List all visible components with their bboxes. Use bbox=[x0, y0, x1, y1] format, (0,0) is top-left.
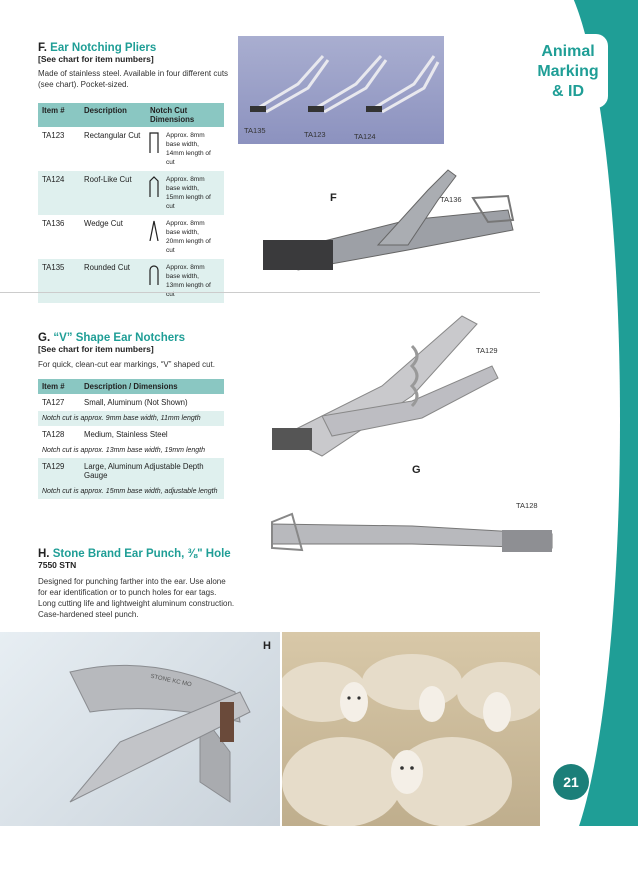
table-row bbox=[38, 426, 224, 443]
section-h-item: 7550 STN bbox=[38, 560, 77, 570]
table-row bbox=[38, 394, 224, 411]
item-note: Notch cut is approx. 13mm base width, 19mm length bbox=[42, 447, 206, 454]
col-description: Description / Dimensions bbox=[80, 379, 224, 394]
ta128-notcher-image bbox=[262, 504, 562, 566]
section-f-description bbox=[38, 68, 238, 90]
section-f-desc-line-1: Made of stainless steel. Available in four different cuts bbox=[38, 69, 229, 78]
item-description: Wedge Cut bbox=[84, 219, 123, 228]
table-note-row bbox=[38, 411, 224, 426]
item-number: TA136 bbox=[42, 219, 65, 228]
item-number: TA127 bbox=[42, 398, 65, 407]
section-f-table bbox=[38, 103, 224, 303]
section-h-description bbox=[38, 576, 268, 620]
table-header-row bbox=[38, 103, 224, 127]
punch-engraving: STONE KC MO bbox=[149, 673, 193, 689]
item-number: TA123 bbox=[42, 131, 65, 140]
item-number: TA128 bbox=[42, 430, 65, 439]
rectangular-cut-icon bbox=[148, 131, 160, 153]
section-f-heading bbox=[38, 42, 238, 90]
section-g-letter: G. bbox=[38, 332, 51, 344]
photo-tag: TA124 bbox=[354, 132, 376, 141]
table-row bbox=[38, 259, 224, 303]
notch-dimensions bbox=[146, 215, 224, 259]
table-row bbox=[38, 458, 224, 484]
section-h-heading bbox=[38, 548, 268, 620]
photo-tag: TA135 bbox=[244, 126, 266, 135]
dim-line-1: Approx. 8mm base width, bbox=[166, 220, 205, 236]
section-f-subtitle: [See chart for item numbers] bbox=[38, 54, 154, 64]
table-note-row bbox=[38, 484, 224, 499]
table-note-row bbox=[38, 443, 224, 458]
section-h-desc-line-4: Case-hardened steel punch. bbox=[38, 610, 139, 619]
section-g-title: “V” Shape Ear Notchers bbox=[53, 332, 185, 344]
pliers-photo bbox=[238, 36, 444, 144]
ta136-plier-image bbox=[258, 150, 518, 290]
item-description: Roof-Like Cut bbox=[84, 175, 132, 184]
rounded-cut-icon bbox=[148, 263, 160, 285]
item-number: TA135 bbox=[42, 263, 65, 272]
notch-dimensions bbox=[146, 171, 224, 215]
table-row bbox=[38, 215, 224, 259]
dim-line-2: 14mm length of cut bbox=[166, 150, 211, 166]
section-f-desc-line-2: (see chart). Pocket-sized. bbox=[38, 80, 129, 89]
dim-line-1: Approx. 8mm base width, bbox=[166, 132, 205, 148]
dim-line-2: 13mm length of cut bbox=[166, 282, 211, 298]
figure-h-label: H bbox=[263, 640, 271, 652]
section-g-description: For quick, clean-cut ear markings, “V” shaped cut. bbox=[38, 360, 215, 369]
dim-line-1: Approx. 8mm base width, bbox=[166, 264, 205, 280]
item-note: Notch cut is approx. 9mm base width, 11mm length bbox=[42, 415, 201, 422]
section-g-subtitle: [See chart for item numbers] bbox=[38, 344, 154, 354]
section-divider bbox=[0, 292, 540, 293]
section-g-table bbox=[38, 379, 224, 499]
ta129-notcher-image bbox=[262, 306, 502, 466]
page-number: 21 bbox=[553, 764, 589, 800]
item-number: TA124 bbox=[42, 175, 65, 184]
col-description: Description bbox=[80, 103, 146, 127]
item-description: Small, Aluminum (Not Shown) bbox=[84, 398, 188, 407]
photo-tag: TA123 bbox=[304, 130, 326, 139]
item-description: Rounded Cut bbox=[84, 263, 130, 272]
section-f-title: Ear Notching Pliers bbox=[50, 42, 157, 54]
item-description: Medium, Stainless Steel bbox=[84, 430, 168, 439]
dim-line-1: Approx. 8mm base width, bbox=[166, 176, 205, 192]
figure-f-label: F bbox=[330, 192, 337, 204]
table-row bbox=[38, 127, 224, 171]
section-g-heading bbox=[38, 332, 268, 370]
item-note: Notch cut is approx. 15mm base width, adjustable length bbox=[42, 488, 218, 495]
tab-line-2: Marking bbox=[537, 63, 599, 80]
figure-tag: TA129 bbox=[476, 346, 498, 355]
dim-line-2: 15mm length of cut bbox=[166, 194, 211, 210]
tab-line-1: Animal bbox=[541, 43, 595, 60]
notch-dimensions bbox=[146, 127, 224, 171]
tab-line-3: & ID bbox=[552, 83, 584, 100]
ear-punch-illustration bbox=[0, 632, 280, 826]
ear-punch-photo bbox=[0, 632, 280, 826]
dim-line-2: 20mm length of cut bbox=[166, 238, 211, 254]
figure-tag: TA128 bbox=[516, 501, 538, 510]
col-item: Item # bbox=[38, 103, 80, 127]
notch-dimensions bbox=[146, 259, 224, 303]
table-header-row bbox=[38, 379, 224, 394]
pliers-illustration bbox=[238, 36, 444, 144]
section-h-desc-line-1: Designed for punching farther into the ear. Use alone bbox=[38, 577, 226, 586]
col-item: Item # bbox=[38, 379, 80, 394]
col-notch: Notch Cut Dimensions bbox=[146, 103, 224, 127]
item-number: TA129 bbox=[42, 462, 65, 471]
figure-g-label: G bbox=[412, 464, 421, 476]
table-row bbox=[38, 171, 224, 215]
section-h-letter: H. bbox=[38, 548, 50, 560]
sheep-photo bbox=[282, 632, 540, 826]
section-h-title: Stone Brand Ear Punch, ⅜" Hole bbox=[52, 548, 231, 560]
category-tab[interactable] bbox=[528, 34, 608, 108]
section-f-letter: F. bbox=[38, 42, 47, 54]
item-description: Large, Aluminum Adjustable Depth Gauge bbox=[84, 462, 204, 480]
wedge-cut-icon bbox=[148, 219, 160, 241]
section-h-desc-line-2: for ear identification or to punch holes for ear tags. bbox=[38, 588, 217, 597]
item-description: Rectangular Cut bbox=[84, 131, 141, 140]
section-h-desc-line-3: Long cutting life and lightweight aluminum construction. bbox=[38, 599, 235, 608]
figure-tag: TA136 bbox=[440, 195, 462, 204]
roof-cut-icon bbox=[148, 175, 160, 197]
sheep-illustration bbox=[282, 632, 540, 826]
